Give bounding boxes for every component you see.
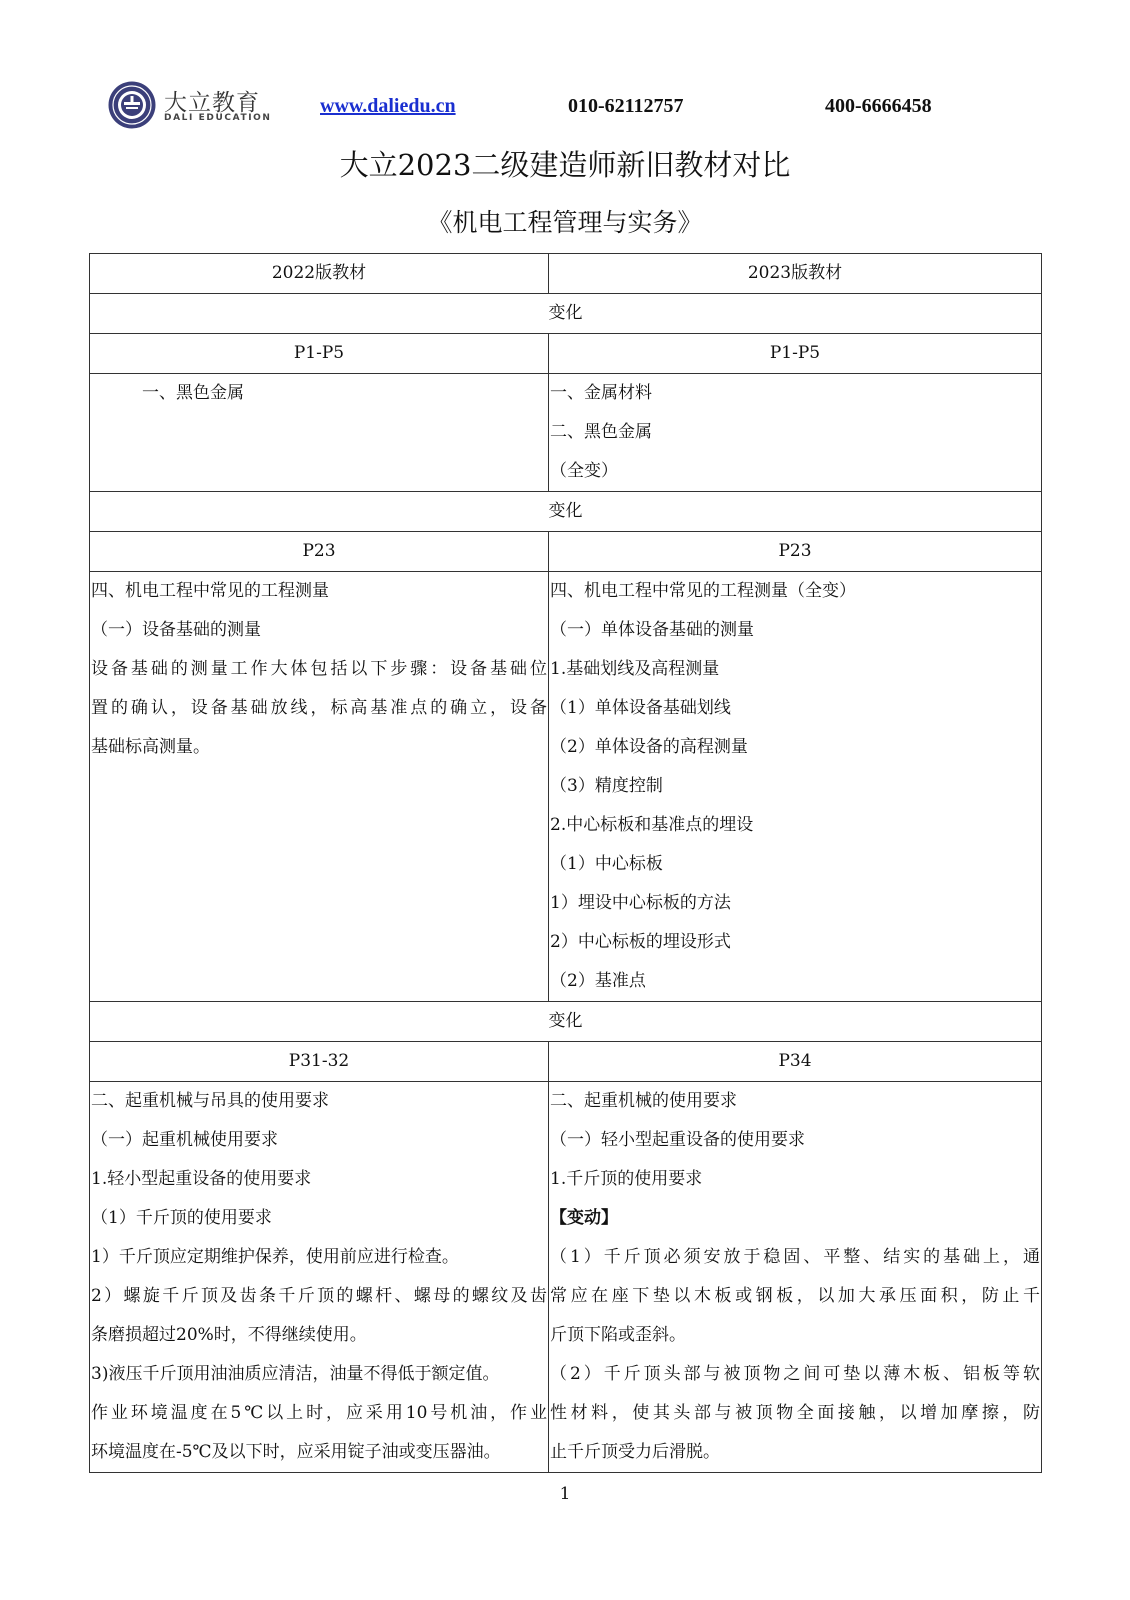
page-ref-old: P1-P5 <box>90 334 549 374</box>
content-line: 1.轻小型起重设备的使用要求 <box>91 1169 312 1189</box>
page-number: 1 <box>559 1484 571 1504</box>
column-header-2022: 2022版教材 <box>90 254 549 294</box>
content-line: 一、金属材料 <box>550 383 652 403</box>
table-header-row <box>90 254 1042 294</box>
website-link[interactable]: www.daliedu.cn <box>320 95 456 117</box>
content-line: 作业环境温度在5℃以上时，应采用10号机油，作业 <box>91 1403 547 1423</box>
content-line: 止千斤顶受力后滑脱。 <box>550 1442 720 1462</box>
content-line: 【变动】 <box>550 1208 618 1228</box>
content-line: 性材料，使其头部与被顶物全面接触，以增加摩擦，防 <box>550 1403 1040 1423</box>
logo-subtext: DALI EDUCATION <box>164 113 272 123</box>
content-line: 设备基础的测量工作大体包括以下步骤：设备基础位 <box>91 659 547 679</box>
page-ref-old: P31-32 <box>90 1042 549 1082</box>
content-line: （一）轻小型起重设备的使用要求 <box>550 1130 805 1150</box>
old-content-cell <box>90 374 549 492</box>
page-ref-row <box>90 532 1042 572</box>
content-line: 置的确认，设备基础放线，标高基准点的确立，设备 <box>91 698 547 718</box>
page-ref-old: P23 <box>90 532 549 572</box>
content-row <box>90 572 1042 1002</box>
change-label: 变化 <box>90 294 1042 334</box>
content-line: （一）起重机械使用要求 <box>91 1130 278 1150</box>
content-line: （3）精度控制 <box>550 776 663 796</box>
document-title: 大立2023二级建造师新旧教材对比 <box>339 148 791 182</box>
content-line: （1）单体设备基础划线 <box>550 698 731 718</box>
page-ref-row <box>90 334 1042 374</box>
new-content-cell <box>549 1082 1042 1473</box>
content-line: 2.中心标板和基准点的埋设 <box>550 815 754 835</box>
change-label: 变化 <box>90 1002 1042 1042</box>
content-line: 1）埋设中心标板的方法 <box>550 893 731 913</box>
dali-seal-icon <box>107 80 157 130</box>
document-subtitle: 《机电工程管理与实务》 <box>427 208 703 237</box>
content-line: （1）千斤顶的使用要求 <box>91 1208 272 1228</box>
comparison-table <box>89 253 1042 1473</box>
change-label: 变化 <box>90 492 1042 532</box>
new-content-cell <box>549 374 1042 492</box>
page-ref-row <box>90 1042 1042 1082</box>
content-line: 二、起重机械的使用要求 <box>550 1091 737 1111</box>
old-content-cell <box>90 1082 549 1473</box>
content-line: 环境温度在-5℃及以下时，应采用锭子油或变压器油。 <box>91 1442 501 1462</box>
change-row <box>90 294 1042 334</box>
new-content-cell <box>549 572 1042 1002</box>
page-ref-new: P1-P5 <box>549 334 1042 374</box>
content-line: 四、机电工程中常见的工程测量 <box>91 581 329 601</box>
content-row <box>90 1082 1042 1473</box>
content-line: 2）螺旋千斤顶及齿条千斤顶的螺杆、螺母的螺纹及齿 <box>91 1286 547 1306</box>
change-row <box>90 1002 1042 1042</box>
content-line: 2）中心标板的埋设形式 <box>550 932 731 952</box>
content-line: 常应在座下垫以木板或钢板，以加大承压面积，防止千 <box>550 1286 1040 1306</box>
content-line: 3)液压千斤顶用油油质应清洁，油量不得低于额定值。 <box>91 1364 500 1384</box>
page-ref-new: P23 <box>549 532 1042 572</box>
content-line: 1.基础划线及高程测量 <box>550 659 720 679</box>
content-line: （1）千斤顶必须安放于稳固、平整、结实的基础上，通 <box>550 1247 1040 1267</box>
content-line: （2）基准点 <box>550 971 646 991</box>
content-line: （2）千斤顶头部与被顶物之间可垫以薄木板、铝板等软 <box>550 1364 1040 1384</box>
page-header <box>0 0 1130 140</box>
phone-number-2: 400-6666458 <box>825 95 932 117</box>
content-row <box>90 374 1042 492</box>
content-line: 二、起重机械与吊具的使用要求 <box>91 1091 329 1111</box>
old-content-cell <box>90 572 549 1002</box>
content-line: （1）中心标板 <box>550 854 663 874</box>
content-line: 基础标高测量。 <box>91 737 210 757</box>
content-line: 四、机电工程中常见的工程测量（全变） <box>550 581 856 601</box>
content-line: （一）单体设备基础的测量 <box>550 620 754 640</box>
page-ref-new: P34 <box>549 1042 1042 1082</box>
change-row <box>90 492 1042 532</box>
content-line: 条磨损超过20%时，不得继续使用。 <box>91 1325 367 1345</box>
content-line: （一）设备基础的测量 <box>91 620 261 640</box>
phone-number-1: 010-62112757 <box>568 95 684 117</box>
content-line: （全变） <box>550 461 618 481</box>
content-line: 一、黑色金属 <box>142 383 244 403</box>
content-line: 斤顶下陷或歪斜。 <box>550 1325 686 1345</box>
content-line: （2）单体设备的高程测量 <box>550 737 748 757</box>
logo <box>107 80 272 132</box>
column-header-2023: 2023版教材 <box>549 254 1042 294</box>
content-line: 1）千斤顶应定期维护保养，使用前应进行检查。 <box>91 1247 459 1267</box>
logo-text: 大立教育 <box>164 90 260 116</box>
content-line: 二、黑色金属 <box>550 422 652 442</box>
content-line: 1.千斤顶的使用要求 <box>550 1169 703 1189</box>
